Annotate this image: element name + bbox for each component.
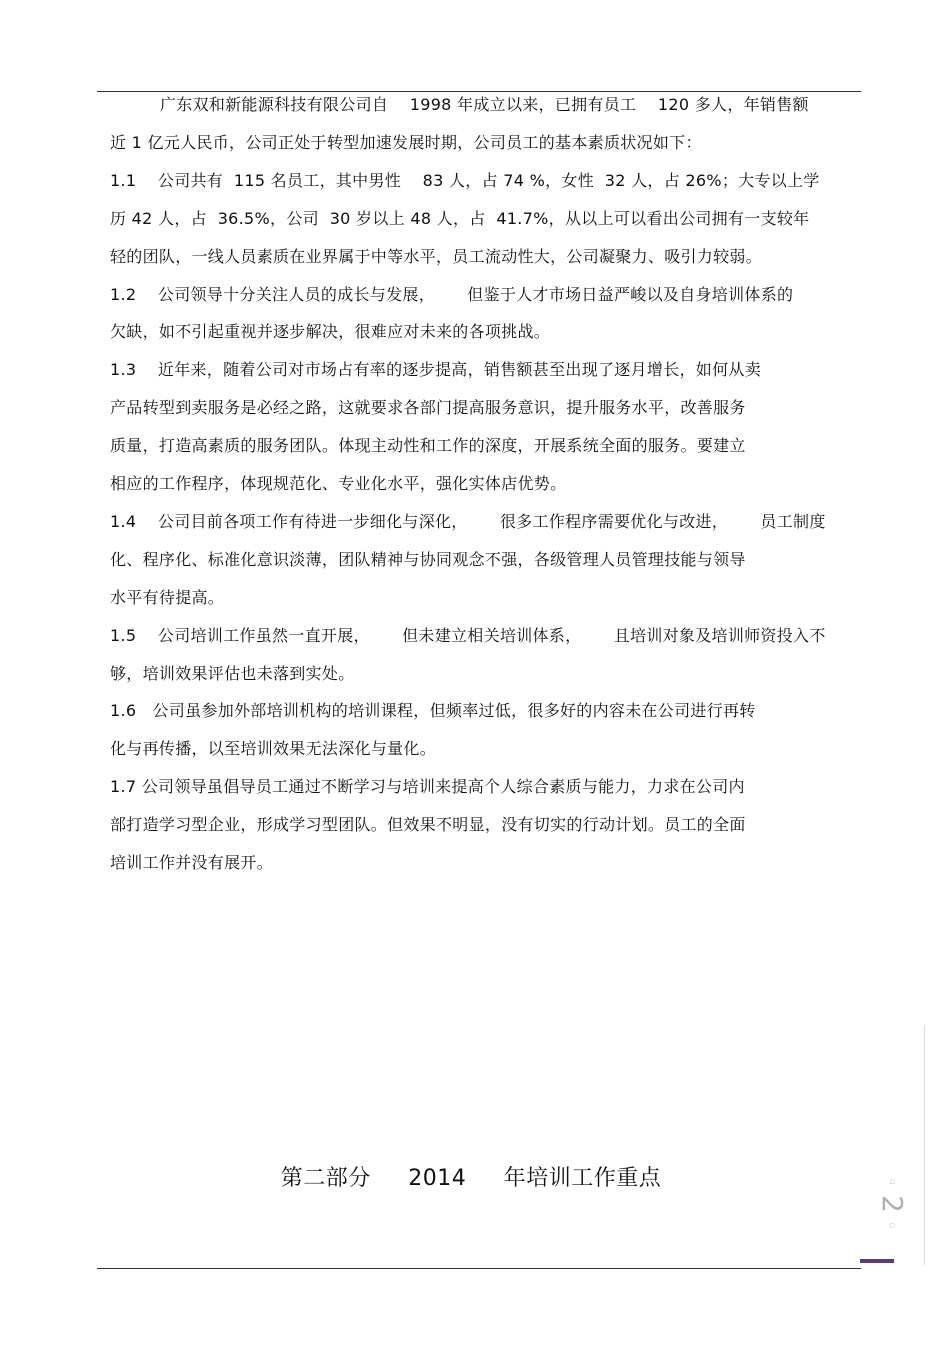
paragraph-line: 1.1 公司共有 115 名员工，其中男性 83 人，占 74 %，女性 32 人，占 26%；大专以上学 <box>110 170 820 190</box>
paragraph-line: 相应的工作程序，体现规范化、专业化水平，强化实体店优势。 <box>110 474 567 493</box>
paragraph-line: 近 1 亿元人民币，公司正处于转型加速发展时期，公司员工的基本素质状况如下： <box>110 132 702 152</box>
page-side-line <box>924 1025 925 1265</box>
page-number: 2 <box>876 1195 909 1213</box>
section-title: 第二部分 2014 年培训工作重点 <box>280 1166 662 1191</box>
paragraph-line: 够，培训效果评估也未落到实处。 <box>110 663 355 683</box>
paragraph-line: 1.6 公司虽参加外部培训机构的培训课程，但频率过低，很多好的内容未在公司进行再转 <box>110 701 756 721</box>
page-number-marker <box>876 1176 909 1232</box>
paragraph-line: 1.7 公司领导虽倡导员工通过不断学习与培训来提高个人综合素质与能力，力求在公司内 <box>110 777 745 797</box>
page-marker-dot-icon: ▫ <box>888 1177 896 1187</box>
paragraph-line: 1.4 公司目前各项工作有待进一步细化与深化， 很多工作程序需要优化与改进， 员工制度 <box>110 511 826 531</box>
paragraph-line: 1.5 公司培训工作虽然一直开展， 但未建立相关培训体系， 且培训对象及培训师资投入不 <box>110 625 826 645</box>
paragraph-line: 1.2 公司领导十分关注人员的成长与发展， 但鉴于人才市场日益严峻以及自身培训体系的 <box>110 284 794 304</box>
page-marker-dot-icon: ▫ <box>888 1221 896 1231</box>
header-rule <box>97 91 861 92</box>
paragraph-line: 历 42 人，占 36.5%，公司 30 岁以上 48 人，占 41.7%，从以上可以看出公司拥有一支较年 <box>110 208 810 228</box>
paragraph-line: 轻的团队，一线人员素质在业界属于中等水平，员工流动性大，公司凝聚力、吸引力较弱。 <box>110 246 763 266</box>
paragraph-line: 1.3 近年来，随着公司对市场占有率的逐步提高，销售额甚至出现了逐月增长，如何从卖 <box>110 360 761 380</box>
paragraph-line: 化、程序化、标准化意识淡薄，团队精神与协同观念不强，各级管理人员管理技能与领导 <box>110 549 746 569</box>
paragraph-line: 质量，打造高素质的服务团队。体现主动性和工作的深度，开展系统全面的服务。要建立 <box>110 436 746 456</box>
paragraph-line: 广东双和新能源科技有限公司自 1998 年成立以来，已拥有员工 120 多人，年销售额 <box>160 95 809 114</box>
paragraph-line: 水平有待提高。 <box>110 587 225 607</box>
footer-rule <box>97 1268 861 1269</box>
paragraph-line: 化与再传播，以至培训效果无法深化与量化。 <box>110 739 437 759</box>
paragraph-line: 培训工作并没有展开。 <box>110 853 274 872</box>
footer-accent-bar <box>860 1259 894 1263</box>
paragraph-line: 部打造学习型企业，形成学习型团队。但效果不明显，没有切实的行动计划。员工的全面 <box>110 815 746 835</box>
paragraph-line: 产品转型到卖服务是必经之路，这就要求各部门提高服务意识，提升服务水平，改善服务 <box>110 398 746 418</box>
paragraph-line: 欠缺，如不引起重视并逐步解决，很难应对未来的各项挑战。 <box>110 322 551 342</box>
